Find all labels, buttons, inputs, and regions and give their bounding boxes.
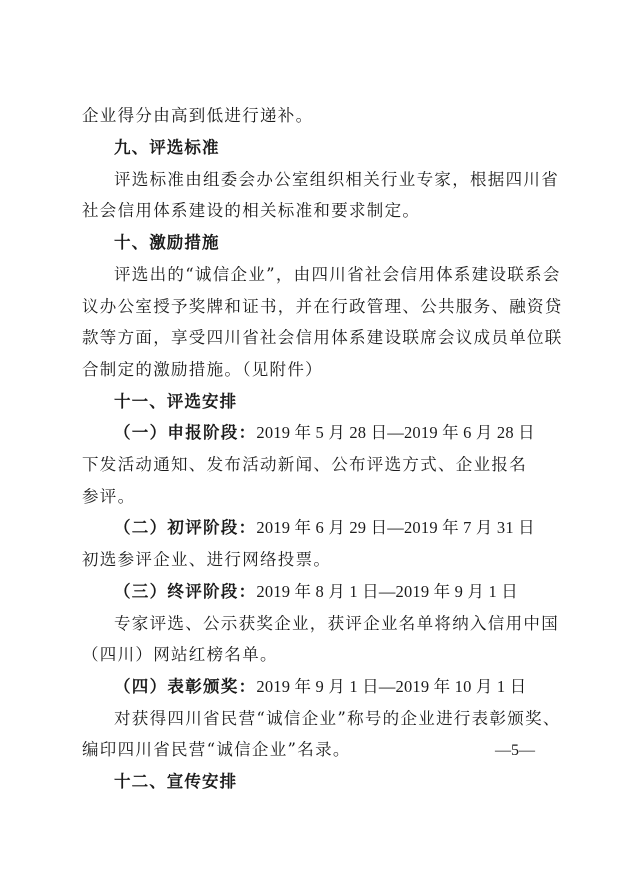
stage-line [114,518,535,538]
body-text-line: 款等方面，享受四川省社会信用体系建设联席会议成员单位联 [82,328,563,347]
stage-dates: 2019 年 8 月 1 日—2019 年 9 月 1 日 [256,582,518,601]
body-text-line: 下发活动通知、发布活动新闻、公布评选方式、企业报名 [82,455,527,474]
body-text-line: 参评。 [82,487,136,506]
stage-label: （二）初评阶段： [114,518,257,537]
body-text-line: 评选出的“诚信企业”，由四川省社会信用体系建设联系会 [114,265,561,284]
section-heading-incentives: 十、激励措施 [114,233,220,252]
stage-label: （三）终评阶段： [114,582,257,601]
body-text-line: 对获得四川省民营“诚信企业”称号的企业进行表彰颁奖、 [114,709,561,728]
stage-dates: 2019 年 6 月 29 日—2019 年 7 月 31 日 [256,518,535,537]
stage-line [114,677,526,697]
body-text-line: 专家评选、公示获奖企业，获评企业名单将纳入信用中国 [114,614,559,633]
stage-dates: 2019 年 5 月 28 日—2019 年 6 月 28 日 [256,423,535,442]
stage-line [114,582,518,602]
section-heading-schedule: 十一、评选安排 [114,392,238,411]
stage-line [114,423,535,443]
stage-dates: 2019 年 9 月 1 日—2019 年 10 月 1 日 [256,677,527,696]
section-heading-criteria: 九、评选标准 [114,138,220,157]
body-text-line: 议办公室授予奖牌和证书，并在行政管理、公共服务、融资贷 [82,297,563,316]
stage-label: （四）表彰颁奖： [114,677,257,696]
section-heading-publicity: 十二、宣传安排 [114,772,238,791]
body-text-line: （四川）网站红榜名单。 [82,645,278,664]
body-text-line: 合制定的激励措施。（见附件） [82,360,323,379]
body-text-line: 初选参评企业、进行网络投票。 [82,550,332,569]
body-text-line: 评选标准由组委会办公室组织相关行业专家，根据四川省 [114,170,559,189]
body-text-line: 企业得分由高到低进行递补。 [82,106,314,125]
page-number: —5— [495,742,535,759]
stage-label: （一）申报阶段： [114,423,257,442]
body-text-line: 社会信用体系建设的相关标准和要求制定。 [82,201,421,220]
body-text-line: 编印四川省民营“诚信企业”名录。 [82,740,351,759]
